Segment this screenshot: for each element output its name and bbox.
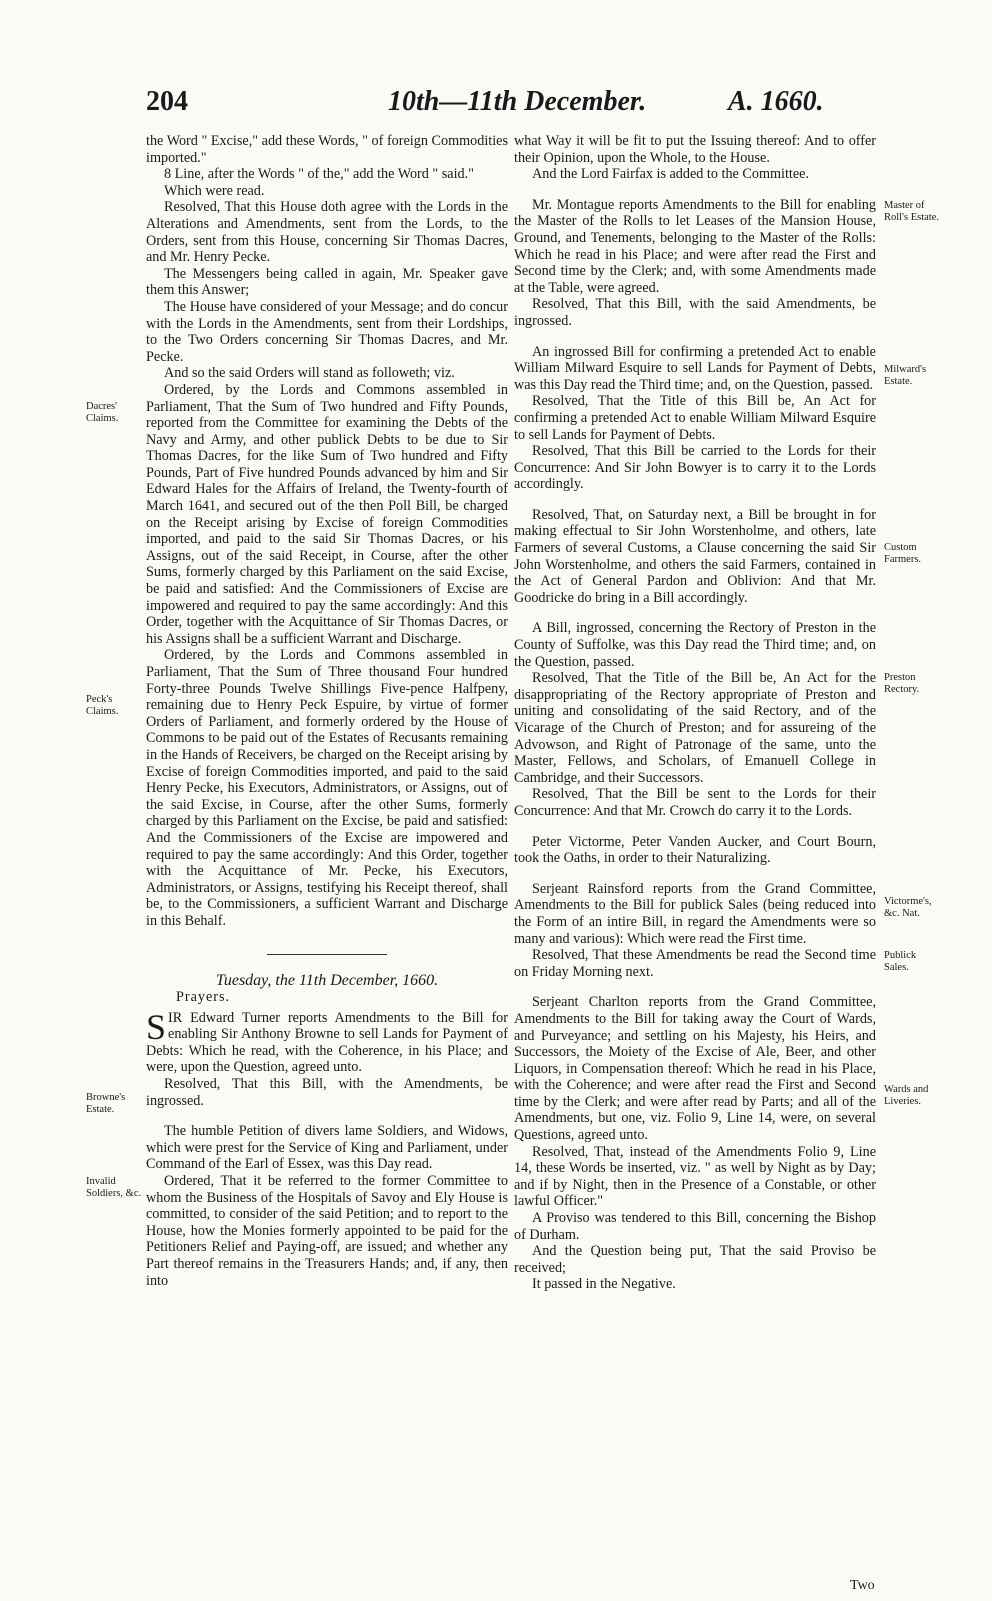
catchword: Two — [850, 1578, 875, 1593]
paragraph: A Proviso was tendered to this Bill, concerning the Bishop of Durham. — [514, 1210, 876, 1243]
paragraph: what Way it will be fit to put the Issuing thereof: And to offer their Opinion, upon the Whole, to the House. — [514, 133, 876, 166]
paragraph: And so the said Orders will stand as followeth; viz. — [164, 365, 455, 382]
paragraph: Resolved, That this Bill, with the said Amendments, be ingrossed. — [514, 296, 876, 329]
paragraph: Resolved, That the Title of this Bill be, An Act for confirming a pretended Act to enable William Milward Esquire to sell Lands for Payment of Debts. — [514, 393, 876, 443]
paragraph: Resolved, That this House doth agree with the Lords in the Alterations and Amendments, sent from the Lords, to the Orders, sent from this House, concerning Sir Thomas Dacres, and Mr. Henry Pecke. — [146, 199, 508, 266]
margin-note-browne: Browne's Estate. — [86, 1092, 126, 1115]
margin-note-wards: Wards and Liveries. — [884, 1084, 929, 1107]
paragraph: Resolved, That the Title of the Bill be, An Act for the disappropriating of the Rectory appropriate of Preston and uniting and consolidating of the said Rectory, and of the Vicarage of the Church of Preston; and for assureing of the Advowson, and Right of Patronage of the same, unto the Master, Fellows, and Scholars, of Emanuell College in Cambridge, and their Successors. — [514, 670, 876, 786]
paragraph: Resolved, That these Amendments be read the Second time on Friday Morning next. — [514, 947, 876, 980]
paragraph: And the Lord Fairfax is added to the Committee. — [532, 166, 809, 183]
paragraph: Serjeant Charlton reports from the Grand Committee, Amendments to the Bill for taking away the Court of Wards, and Purveyance; and settling on his Majesty, his Heirs, and Successors, the Moiety of the Excise of Ale, Beer, and other Liquors, in Compensation thereof: Which he read in his Place, with the Coherence; and were after read the First and Second time by the Clerk; and were after read by Parts; and all of the Amendments, but one, viz. Folio 9, Line 14, were, on several Questions, agreed unto. — [514, 994, 876, 1144]
paragraph: Resolved, That this Bill be carried to the Lords for their Concurrence: And Sir John Bowyer is to carry it to the Lords accordingly. — [514, 443, 876, 493]
paragraph: Ordered, by the Lords and Commons assembled in Parliament, That the Sum of Two hundred and Fifty Pounds, reported from the Committee for examining the Debts of the Navy and Army, and other publick Debts to be due to Sir Thomas Dacres, for the like Sum of Two hundred and Fifty Pounds, Part of Five hundred Pounds advanced by him and Sir Edward Hales for the Affairs of Ireland, the Twenty-fourth of March 1641, and secured out of the then Poll Bill, be charged on the Receipt arising by Excise of foreign Commodities imported, and paid to the said Sir Thomas Dacres, or his Assigns, out of the said Receipt, in Course, after the other Sums, formerly charged by this Parliament on the said Excise, be paid and satisfied: And the Commissioners of Excise are impowered and required to pay the same accordingly: And this Order, together with the Acquittance of Sir Thomas Dacres, or his Assigns shall be a sufficient Warrant and Discharge. — [146, 381, 508, 647]
paragraph: An ingrossed Bill for confirming a pretended Act to enable William Milward Esquire to sell Lands for Payment of Debts, was this Day read the Third time; and, on the Question, passed. — [514, 343, 876, 393]
paragraph: Resolved, That the Bill be sent to the Lords for their Concurrence: And that Mr. Crowch do carry it to the Lords. — [514, 786, 876, 819]
paragraph: The House have considered of your Message; and do concur with the Lords in the Amendments, sent from their Lordships, to the Two Orders concerning Sir Thomas Dacres, and Mr. Pecke. — [146, 298, 508, 365]
paragraph: Mr. Montague reports Amendments to the Bill for enabling the Master of the Rolls to let Leases of the Mansion House, Ground, and Tenements, belonging to the Master of the Rolls: Which he read in his Place; and were after read the First and Second time by the Clerk; and, with some Amendments made at the Table, were agreed. — [514, 196, 876, 296]
margin-note-victorme: Victorme's, &c. Nat. — [884, 896, 932, 919]
day-title: Tuesday, the 11th December, 1660. — [215, 971, 439, 989]
margin-note-custom: Custom Farmers. — [884, 542, 922, 565]
paragraph: Serjeant Rainsford reports from the Grand Committee, Amendments to the Bill for publick Sales (being reduced into the Form of an intire Bill, in regard the Amendments were so many and various): Which were read the First time. — [514, 880, 876, 947]
header-year: A. 1660. — [728, 86, 824, 117]
margin-note-milward: Milward's Estate. — [884, 364, 927, 387]
paragraph: the Word " Excise," add these Words, " of foreign Commodities imported." — [146, 133, 508, 166]
page-header — [0, 86, 992, 126]
paragraph-text: IR Edward Turner reports Amendments to the Bill for enabling Sir Anthony Browne to sell Lands for Payment of Debts: Which he read, with the Coherence, in his Place; and were, upon the Question, agreed unto. — [146, 1009, 508, 1076]
margin-note-invalid: Invalid Soldiers, &c. — [86, 1176, 142, 1199]
margin-note-preston: Preston Rectory. — [884, 672, 920, 695]
paragraph: Resolved, That, instead of the Amendments Folio 9, Line 14, these Words be inserted, viz. " as well by Night as by Day; and if by Night, then in the Presence of a Constable, or other lawful Officer." — [514, 1143, 876, 1210]
paragraph: Resolved, That, on Saturday next, a Bill be brought in for making effectual to Sir John Worstenholme, and others, late Farmers of several Customs, a Clause concerning the said Sir John Worstenholme, and others the said Farmers, contained in the Act of General Pardon and Oblivion: And that Mr. Goodricke do bring in a Bill accordingly. — [514, 506, 876, 606]
paragraph: Which were read. — [164, 182, 265, 199]
paragraph: 8 Line, after the Words " of the," add the Word " said." — [164, 166, 474, 183]
right-column — [514, 133, 876, 1293]
paragraph: The Messengers being called in again, Mr. Speaker gave them this Answer; — [146, 265, 508, 299]
section-divider — [267, 954, 387, 955]
header-date: 10th—11th December. — [388, 86, 647, 117]
paragraph: Resolved, That this Bill, with the Amendments, be ingrossed. — [146, 1076, 508, 1109]
paragraph: Ordered, That it be referred to the former Committee to whom the Business of the Hospitals of Savoy and Ely House is committed, to consider of the said Petition; and to report to the House, how the Monies formerly appointed to be paid for the Petitioners Relief and Paying-off, are issued; and whether any Part thereof remains in the Treasurers Hands; and, if any, then into — [146, 1173, 508, 1289]
paragraph: It passed in the Negative. — [532, 1276, 676, 1293]
paragraph: Ordered, by the Lords and Commons assembled in Parliament, That the Sum of Three thousand Four hundred Forty-three Pounds Twelve Shillings Five-pence Halfpeny, remaining due to Henry Peck Espuire, by virtue of former Orders of Parliament, and formerly ordered by the House of Commons to be paid out of the Estates of Recusants remaining in the Hands of Receivers, be charged on the Receipt arising by Excise of foreign Commodities imported, and paid to the said Henry Pecke, his Executors, Administrators, or Assigns, out of the said Excise, in Course, after the other Sums, formerly charged by this Parliament on the Excise, be paid and satisfied: And the Commissioners of the Excise are impowered and required to pay the same accordingly: And this Order, together with the Acquittance of Mr. Pecke, his Executors, Administrators, or Assigns, testifying his Receipt thereof, shall be, to the Commissioners, a sufficient Warrant and Discharge in this Behalf. — [146, 647, 508, 929]
margin-note-publick: Publick Sales. — [884, 950, 917, 973]
page-number: 204 — [146, 86, 188, 117]
prayers-heading: Prayers. — [176, 989, 231, 1006]
paragraph: Peter Victorme, Peter Vanden Aucker, and Court Bourn, took the Oaths, in order to their Naturalizing. — [514, 833, 876, 867]
paragraph — [146, 1006, 508, 1076]
left-column — [146, 133, 508, 1289]
drop-cap: S — [146, 1006, 167, 1047]
paragraph: And the Question being put, That the said Proviso be received; — [514, 1243, 876, 1276]
margin-note-peck: Peck's Claims. — [86, 694, 119, 717]
margin-note-master: Master of Roll's Estate. — [884, 200, 939, 223]
margin-note-dacres: Dacres' Claims. — [86, 401, 119, 424]
paragraph: A Bill, ingrossed, concerning the Rectory of Preston in the County of Suffolke, was this Day read the Third time; and, on the Question, passed. — [514, 620, 876, 670]
paragraph: The humble Petition of divers lame Soldiers, and Widows, which were prest for the Service of King and Parliament, under Command of the Earl of Essex, was this Day read. — [146, 1123, 508, 1173]
